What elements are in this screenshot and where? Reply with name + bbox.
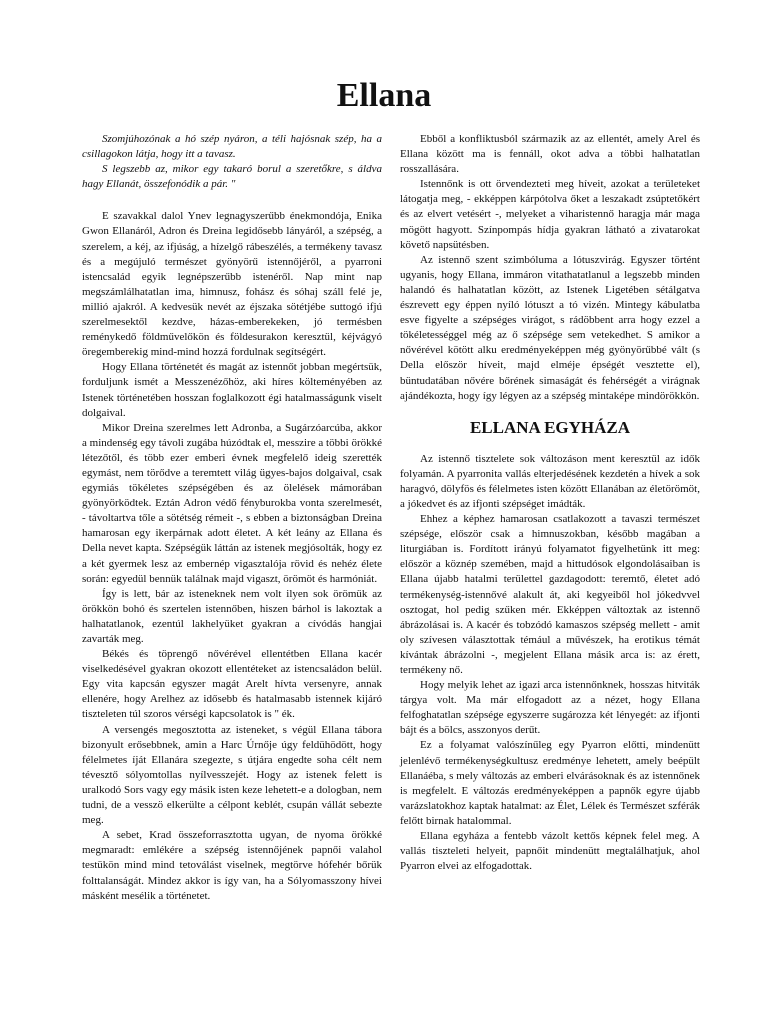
body-paragraph: Ebből a konfliktusból származik az az ellentét, amely Arel és Ellana között ma is fennáll, okot adva a többi halhatatlan rosszallására. — [400, 133, 700, 176]
body-paragraph: Ehhez a képhez hamarosan csatlakozott a tavaszi természet szépsége, először csak a himnuszokban, később magában a liturgiában is. Fordított irányú folyamatot figyelhetünk itt meg: először a köznép szemében, majd a hittudósok elgondolásaiban is Ellana újabb hatalmi területtel gazdagodott: teremtő, életet adó termékenység-istennővé alakult át, aki kegyeiből hol jókedvvel osztogat, hol pedig szűken mér. Ekképpen változtak az istennő ábrázolásai is. A kacér és tobzódó kamaszos szépség mellett - amit oly szívesen választottak témául a művészek, ha erotikus témát kívántak ábrázolni -, megjelent Ellana másik arca is: az érett, termékeny nő. — [400, 513, 700, 676]
body-paragraph: A versengés megosztotta az isteneket, s végül Ellana tábora bizonyult erősebbnek, amin a Harc Úrnője úgy feldühödött, hogy félelmetes íját Ellanára szegezte, s útjára engedte soha célt nem tévesztő sólyomtollas nyílvesszejét. Hogy az istenek felett is uralkodó Sors vagy egy másik isten keze lehetett-e a dologban, nem tudni, de a vesszö elkerülte a célpont keblét, csupán vállát sebezte meg. — [82, 723, 382, 827]
body-paragraph: Ellana egyháza a fentebb vázolt kettős képnek felel meg. A vallás tiszteleti helyeit, papnőit mindenütt megtalálhatjuk, ahol Pyarron elvei az elfogadottak. — [400, 830, 700, 873]
body-paragraph: Istennőnk is ott örvendezteti meg híveit, azokat a területeket látogatja meg, - ekképpen kárpótolva őket a leszakadt zsúptetőkért és az elvert vetésért -, melyeket a viharistennő haragja már maga mögött hagyott. Színpompás hídja gyakran látható a zivatarokat követő napsütésben. — [400, 178, 700, 251]
motto-line: S legszebb az, mikor egy takaró borul a szeretőkre, s áldva hagy Ellanát, összefonódik a pár. " — [82, 163, 382, 191]
body-paragraph: Mikor Dreina szerelmes lett Adronba, a Sugárzóarcúba, akkor a mindenség egy távoli zugába húzódtak el, messzire a többi örökké létezőtől, és több ezer emberi évnek megfelelő ideig szerették egymást, nem törődve a teremtett világ ügyes-bajos dolgaival, csak egymiás tökéletes szépségében és az ölelések mámorában gyönyörködtek. Eztán Adron védő fényburokba vonta szerelmesét, - távoltartva tőle a sötétség rémeit -, s ebben a biztonságban Dreina hamarosan egy ikerpárnak adott életet. A két leány az Ellana és Della nevet kapta. Szépségük láttán az istenek megjósolták, hogy ez a két gyermek lesz az embernép vigasztalója rövid és nehéz élete során: egyedül bennük találnak majd vigaszt, örömöt és harmóniát. — [82, 421, 382, 585]
body-paragraph: Ez a folyamat valószínűleg egy Pyarron előtti, mindenütt jelenlévő termékenységkultusz eredménye lehetett, amely beépült Ellanáéba, s mely változás az emberi elvárásoknak és az istennőnek is megfelelt. E változás eredményeképpen a papnők egyre újabb varázslatokhoz kaptak hatalmat: az Élet, Lélek és Természet szférák felőtt birnak hatalommal. — [400, 739, 700, 827]
body-paragraph: Hogy melyik lehet az igazi arca istennőnknek, hosszas hitviták tárgya volt. Ma már elfogadott az a nézet, hogy Ellana felfoghatatlan szépsége egyszerre sugározza két lényegét: az ifjonti bájt és a bölcs, asszonyos derűt. — [400, 679, 700, 737]
left-column — [82, 132, 382, 904]
motto-line: Szomjúhozónak a hó szép nyáron, a téli hajósnak szép, ha a csillagokon látja, hogy itt a tavasz. — [82, 133, 382, 161]
body-paragraph: E szavakkal dalol Ynev legnagyszerűbb énekmondója, Enika Gwon Ellanáról, Adron és Dreina legidősebb lányáról, a szépség, a szerelem, a kéj, az ifjúság, a hízelgő rábeszélés, a termékeny tavasz és a megújuló természet gyönyörű istennőjéről, a pyarroni istencsalád egyik legnépszerűbb istenéről. Nap mint nap megszámlálhatatlan ima, himnusz, fohász és sóhaj száll felé je, millió ajakról. A kedvesük nevét az éjszaka sötétjébe suttogó ifjú szerelmesektől kezdve, házas-emberekeken, jó termésben reménykedő földművelőkön és földesurakon keresztül, kéjvágyó öregemberekig mind-mind hozzá fordulnak segítségért. — [82, 210, 382, 359]
motto-quote — [82, 132, 382, 192]
body-paragraph: A sebet, Krad összeforrasztotta ugyan, de nyoma örökké megmaradt: emlékére a szépség istennőjének papnői valahol testükön mind mind tetoválást viselnek, megtörve hófehér bőrük folttalanságát. Mindez akkor is így van, ha a Sólyomasszony hívei másként mesélik a történetet. — [82, 829, 382, 902]
body-paragraph: Így is lett, bár az isteneknek nem volt ilyen sok örömük az örökkön bohó és szertelen istennőben, hiszen bárhol is lakoztak a halhatatlanok, ezentúl lakhelyüket gyakran a cívódás hangjai zavarták meg. — [82, 587, 382, 645]
right-column — [400, 132, 700, 874]
body-paragraph: Hogy Ellana történetét és magát az istennőt jobban megértsük, forduljunk ismét a Messzenézőhöz, aki híres költeményében az Istenek történetében hosszan foglalkozott égi hatalmasságunk viselt dolgaival. — [82, 361, 382, 419]
body-paragraph: Az istennő tisztelete sok változáson ment keresztül az idők folyamán. A pyarronita vallás elterjedésének kezdetén a hívek a sok haragvó, dölyfös és félelmetes isten között Ellanában az életörömöt, a jókedvet és az ifjonti szépséget imádták. — [400, 452, 700, 510]
body-paragraph: Az istennő szent szimbóluma a lótuszvirág. Egyszer történt ugyanis, hogy Ellana, immáron vitathatatlanul a legszebb minden halandó és halhatatlan között, az Istenek Ligetében sétálgatva észrevett egy éppen nyíló lótuszt a tó vizén. Mintegy kábulatba esve figyelte a szépséges virágot, s rádöbbent arra hogy ezzel a tökéletességgel még az ő szépsége sem vetekedhet. S amikor a nővérével kötött alku eredményeképpen még gyönyörűbbé vált (s Della először híveit, majd elméje épségét vesztette el), büntudatában nővére bőrének simaságát és fehérségét a virágnak ajándékozta, hogy így légyen az a szépség mintaképe mindörökkön. — [400, 253, 700, 402]
page-title: Ellana — [336, 77, 432, 114]
body-paragraph: Békés és töprengő nővérével ellentétben Ellana kacér viselkedésével gyakran okozott ellentéteket az istencsaládon belül. Egy vita kapcsán egyszer magát Arelt hívta versenyre, annak ellenére, hogy Arelhez az idősebb és hatalmasabb istennek kijáró tiszteleten túl szoros vérségi kapcsolatok is " ék. — [82, 648, 382, 721]
section-heading: ELLANA EGYHÁZA — [469, 417, 631, 437]
